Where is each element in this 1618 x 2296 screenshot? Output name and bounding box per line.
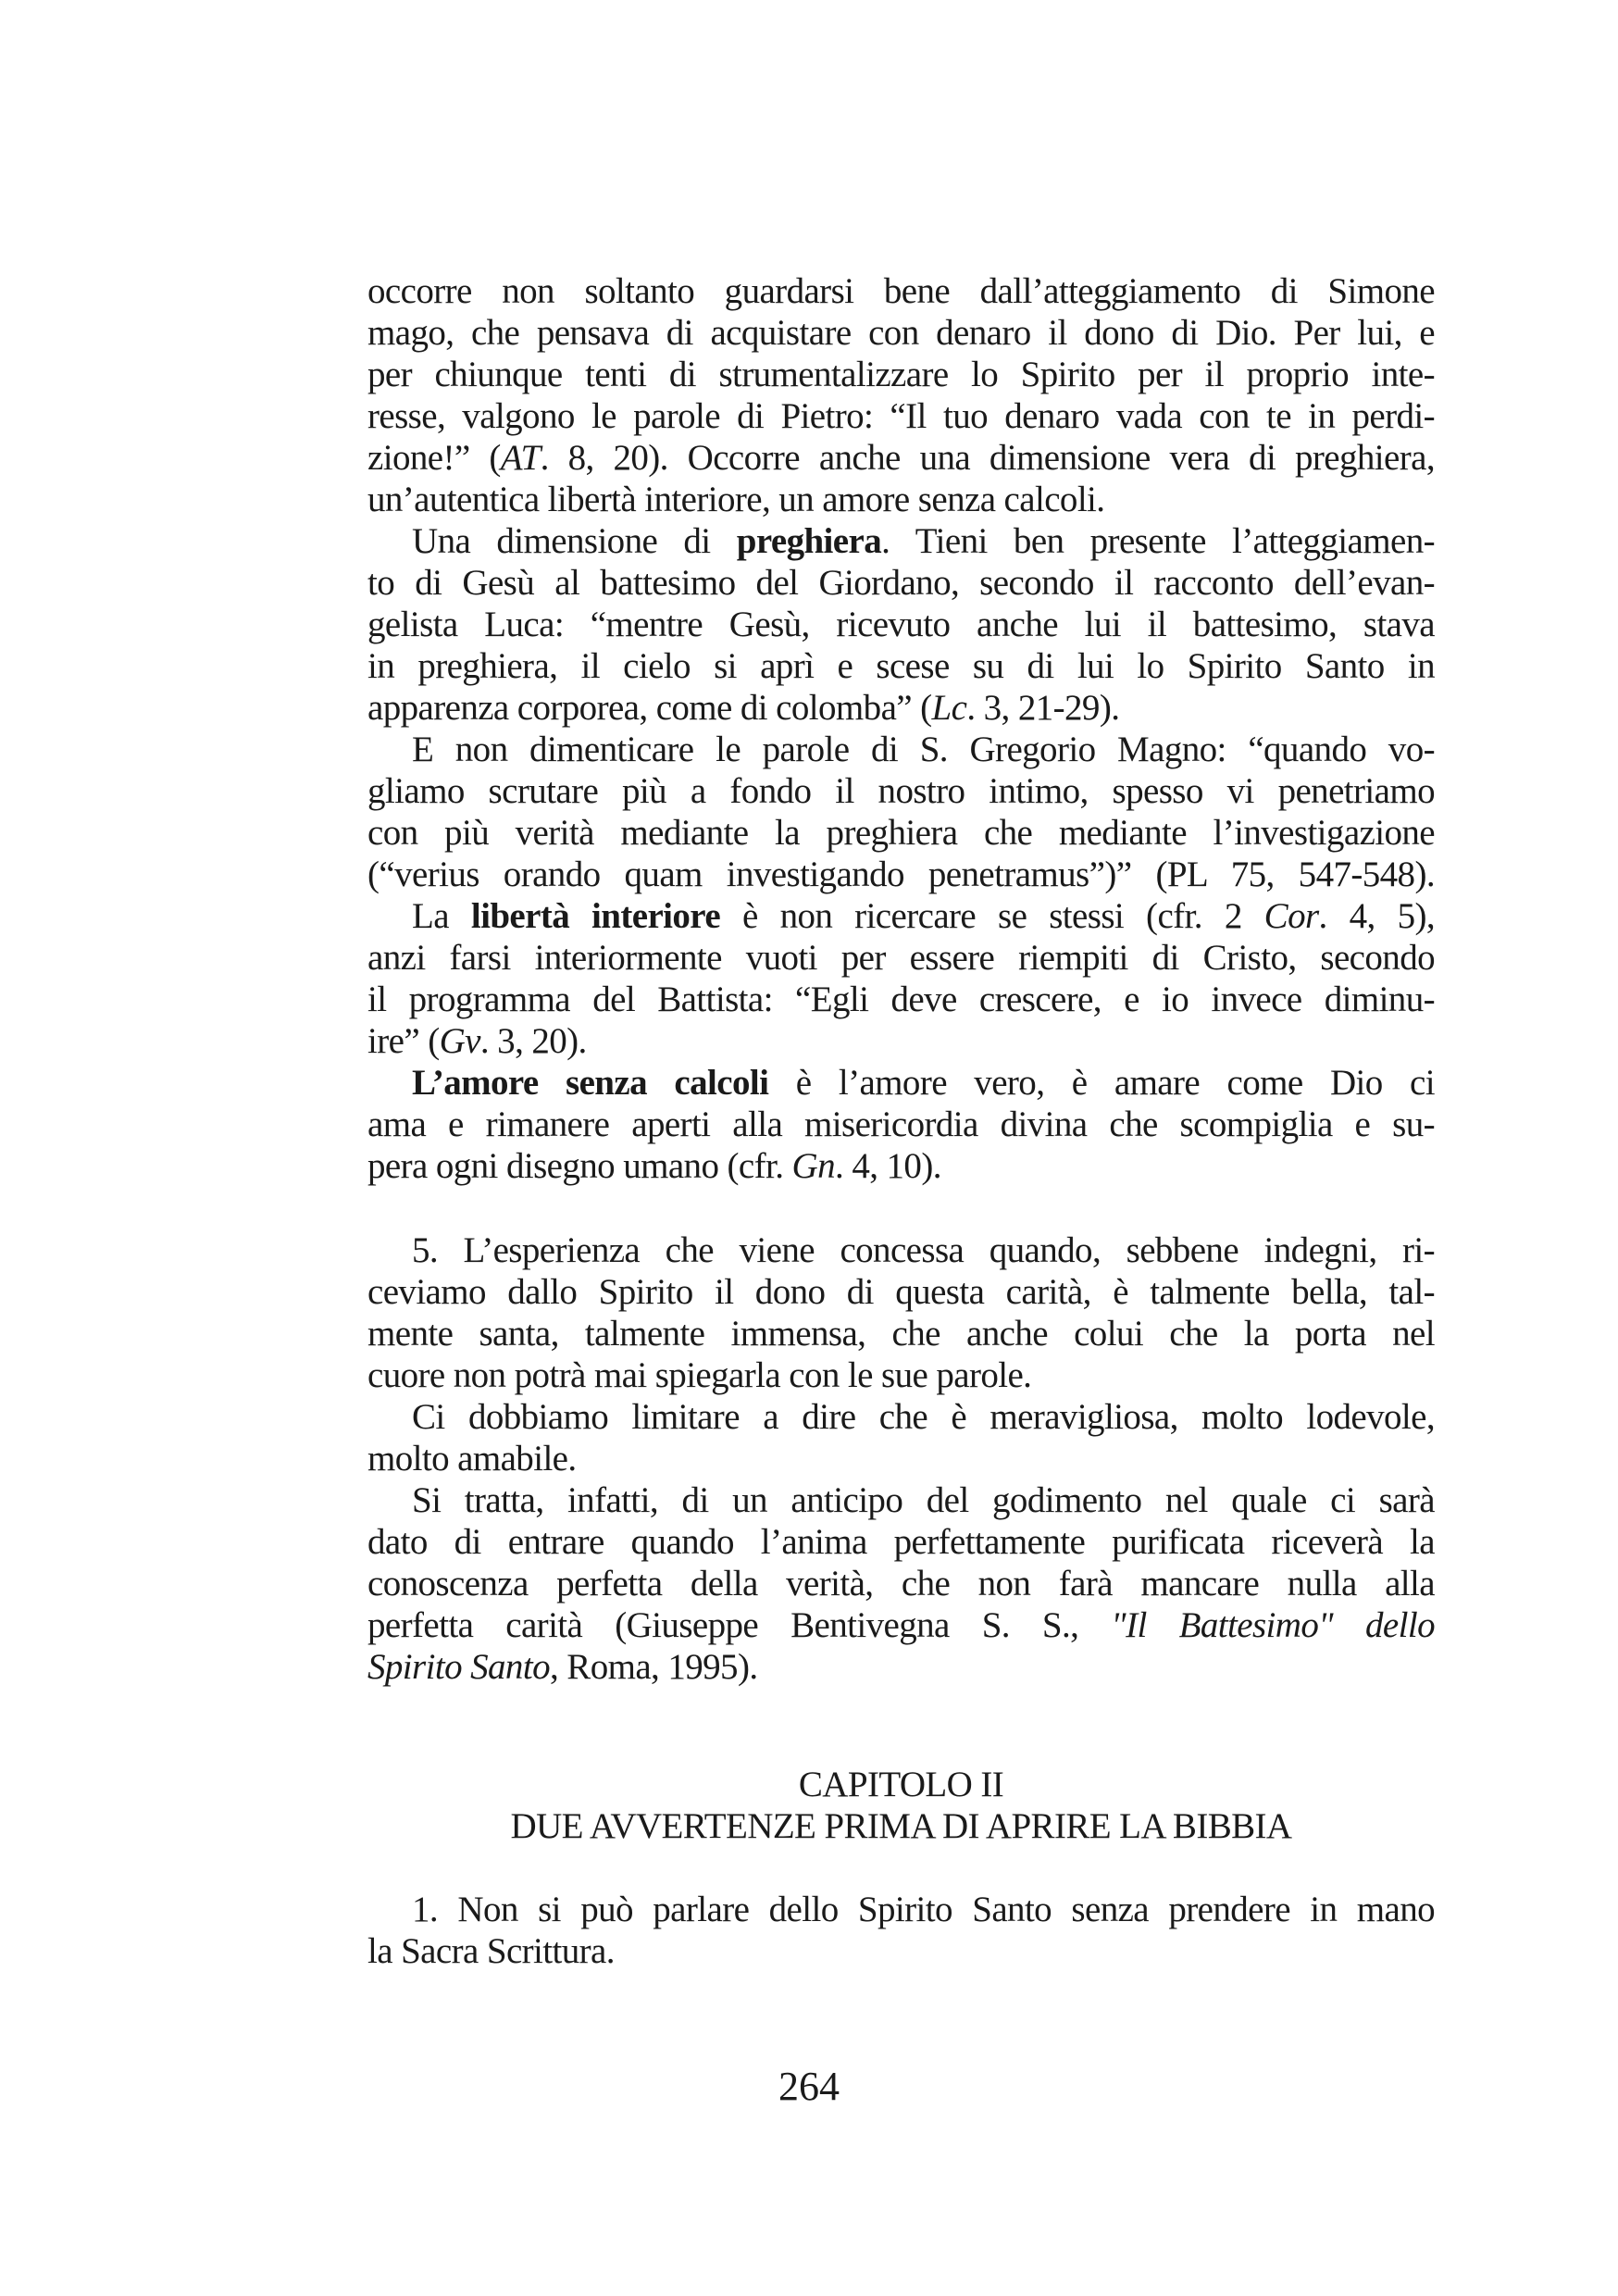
text-line <box>367 562 1435 604</box>
text-line <box>367 1604 1435 1646</box>
text-line <box>367 1354 1435 1396</box>
text-segment: è l’amore vero, è amare come Dio ci <box>768 1063 1436 1103</box>
text-segment: . 3, 21-29). <box>966 688 1120 728</box>
page-number: 264 <box>778 2064 840 2109</box>
text-segment: pera ogni disegno umano (cfr. <box>367 1146 792 1186</box>
chapter-heading <box>367 1764 1435 1847</box>
text-segment: La <box>412 896 471 936</box>
text-segment: ceviamo dallo Spirito il dono di questa carità, è talmente bella, tal- <box>367 1272 1435 1312</box>
text-segment: resse, valgono le parole di Pietro: “Il tuo denaro vada con te in perdi- <box>367 396 1435 436</box>
chapter-number: CAPITOLO II <box>798 1765 1004 1804</box>
text-line <box>367 1889 1435 1930</box>
paragraph-block-1 <box>367 270 1435 1187</box>
text-line <box>367 520 1435 562</box>
text-line <box>367 1396 1435 1438</box>
text-segment: . 3, 20). <box>479 1021 587 1061</box>
text-segment: anzi farsi interiormente vuoti per essere riempiti di Cristo, secondo <box>367 938 1435 978</box>
text-line <box>367 1479 1435 1521</box>
bold-text: L’amore senza calcoli <box>412 1063 769 1103</box>
text-segment: perfetta carità (Giuseppe Bentivegna S. S., <box>367 1605 1112 1645</box>
text-line <box>367 770 1435 812</box>
text-line <box>367 1145 1435 1187</box>
text-line <box>367 437 1435 479</box>
text-line <box>367 979 1435 1020</box>
text-segment: ire” ( <box>367 1021 440 1061</box>
text-line <box>367 1438 1435 1479</box>
text-line <box>367 395 1435 437</box>
text-segment: 5. L’esperienza che viene concessa quando, sebbene indegni, ri- <box>412 1230 1435 1270</box>
text-segment: con più verità mediante la preghiera che mediante l’investigazione <box>367 813 1435 853</box>
text-line <box>367 729 1435 770</box>
text-segment: . 8, 20). Occorre anche una dimensione vera di preghiera, <box>540 438 1435 478</box>
italic-text: AT <box>500 438 541 478</box>
italic-text: Gv <box>439 1021 480 1061</box>
text-segment: Ci dobbiamo limitare a dire che è meravigliosa, molto lodevole, <box>412 1397 1435 1437</box>
italic-text: "Il Battesimo" dello <box>1111 1605 1435 1645</box>
text-segment: è non ricercare se stessi (cfr. 2 <box>720 896 1264 936</box>
italic-text: Gn <box>791 1146 836 1186</box>
text-segment: in preghiera, il cielo si aprì e scese su di lui lo Spirito Santo in <box>367 646 1435 686</box>
bold-text: preghiera <box>736 521 882 561</box>
text-segment: . 4, 10). <box>835 1146 941 1186</box>
text-line <box>367 1646 1435 1688</box>
text-line <box>367 1313 1435 1354</box>
text-segment: molto amabile. <box>367 1439 577 1479</box>
italic-text: Spirito Santo <box>367 1647 550 1687</box>
text-segment: cuore non potrà mai spiegarla con le sue parole. <box>367 1355 1032 1395</box>
paragraph-block-chapter-2 <box>367 1889 1435 1972</box>
text-line <box>367 479 1435 520</box>
italic-text: Lc <box>931 688 967 728</box>
text-line <box>367 937 1435 979</box>
text-segment: per chiunque tenti di strumentalizzare lo Spirito per il proprio inte- <box>367 355 1435 394</box>
text-segment: mente santa, talmente immensa, che anche colui che la porta nel <box>367 1314 1435 1354</box>
text-line <box>367 1521 1435 1563</box>
chapter-title: DUE AVVERTENZE PRIMA DI APRIRE LA BIBBIA <box>510 1806 1292 1846</box>
text-segment: . Tieni ben presente l’atteggiamen- <box>881 521 1435 561</box>
bold-text: libertà interiore <box>470 896 721 936</box>
text-segment: (“verius orando quam investigando penetramus”)” (PL 75, 547-548). <box>367 855 1435 894</box>
text-segment: dato di entrare quando l’anima perfettamente purificata riceverà la <box>367 1522 1435 1562</box>
text-line <box>367 645 1435 687</box>
text-segment: la Sacra Scrittura. <box>367 1931 615 1971</box>
text-segment: zione!” ( <box>367 438 501 478</box>
text-segment: to di Gesù al battesimo del Giordano, secondo il racconto dell’evan- <box>367 563 1435 603</box>
text-line <box>367 1229 1435 1271</box>
text-line <box>367 1271 1435 1313</box>
text-line <box>367 854 1435 895</box>
text-segment: . 4, 5), <box>1318 896 1436 936</box>
text-line <box>367 1062 1435 1104</box>
text-line <box>367 895 1435 937</box>
text-line <box>367 812 1435 854</box>
text-segment: gelista Luca: “mentre Gesù, ricevuto anche lui il battesimo, stava <box>367 605 1435 644</box>
text-segment: mago, che pensava di acquistare con denaro il dono di Dio. Per lui, e <box>367 313 1435 353</box>
text-segment: ama e rimanere aperti alla misericordia divina che scompiglia e su- <box>367 1104 1435 1144</box>
text-segment: conoscenza perfetta della verità, che non farà mancare nulla alla <box>367 1564 1435 1603</box>
text-segment: Una dimensione di <box>412 521 737 561</box>
text-line <box>367 1563 1435 1604</box>
text-line <box>367 1104 1435 1145</box>
paragraph-block-section-5 <box>367 1229 1435 1688</box>
text-line <box>367 312 1435 354</box>
text-segment: , Roma, 1995). <box>549 1647 758 1687</box>
text-line <box>367 687 1435 729</box>
text-segment: gliamo scrutare più a fondo il nostro intimo, spesso vi penetriamo <box>367 771 1435 811</box>
text-segment: occorre non soltanto guardarsi bene dall’atteggiamento di Simone <box>367 271 1435 311</box>
text-segment: Si tratta, infatti, di un anticipo del godimento nel quale ci sarà <box>412 1480 1435 1520</box>
text-segment: apparenza corporea, come di colomba” ( <box>367 688 932 728</box>
text-segment: il programma del Battista: “Egli deve crescere, e io invece diminu- <box>367 980 1435 1019</box>
text-line <box>367 1020 1435 1062</box>
text-line <box>367 604 1435 645</box>
text-line <box>367 1930 1435 1972</box>
text-segment: 1. Non si può parlare dello Spirito Santo senza prendere in mano <box>412 1890 1435 1929</box>
text-line <box>367 354 1435 395</box>
italic-text: Cor <box>1263 896 1319 936</box>
text-line <box>367 270 1435 312</box>
text-segment: un’autentica libertà interiore, un amore senza calcoli. <box>367 480 1105 519</box>
text-segment: E non dimenticare le parole di S. Gregorio Magno: “quando vo- <box>412 730 1435 769</box>
